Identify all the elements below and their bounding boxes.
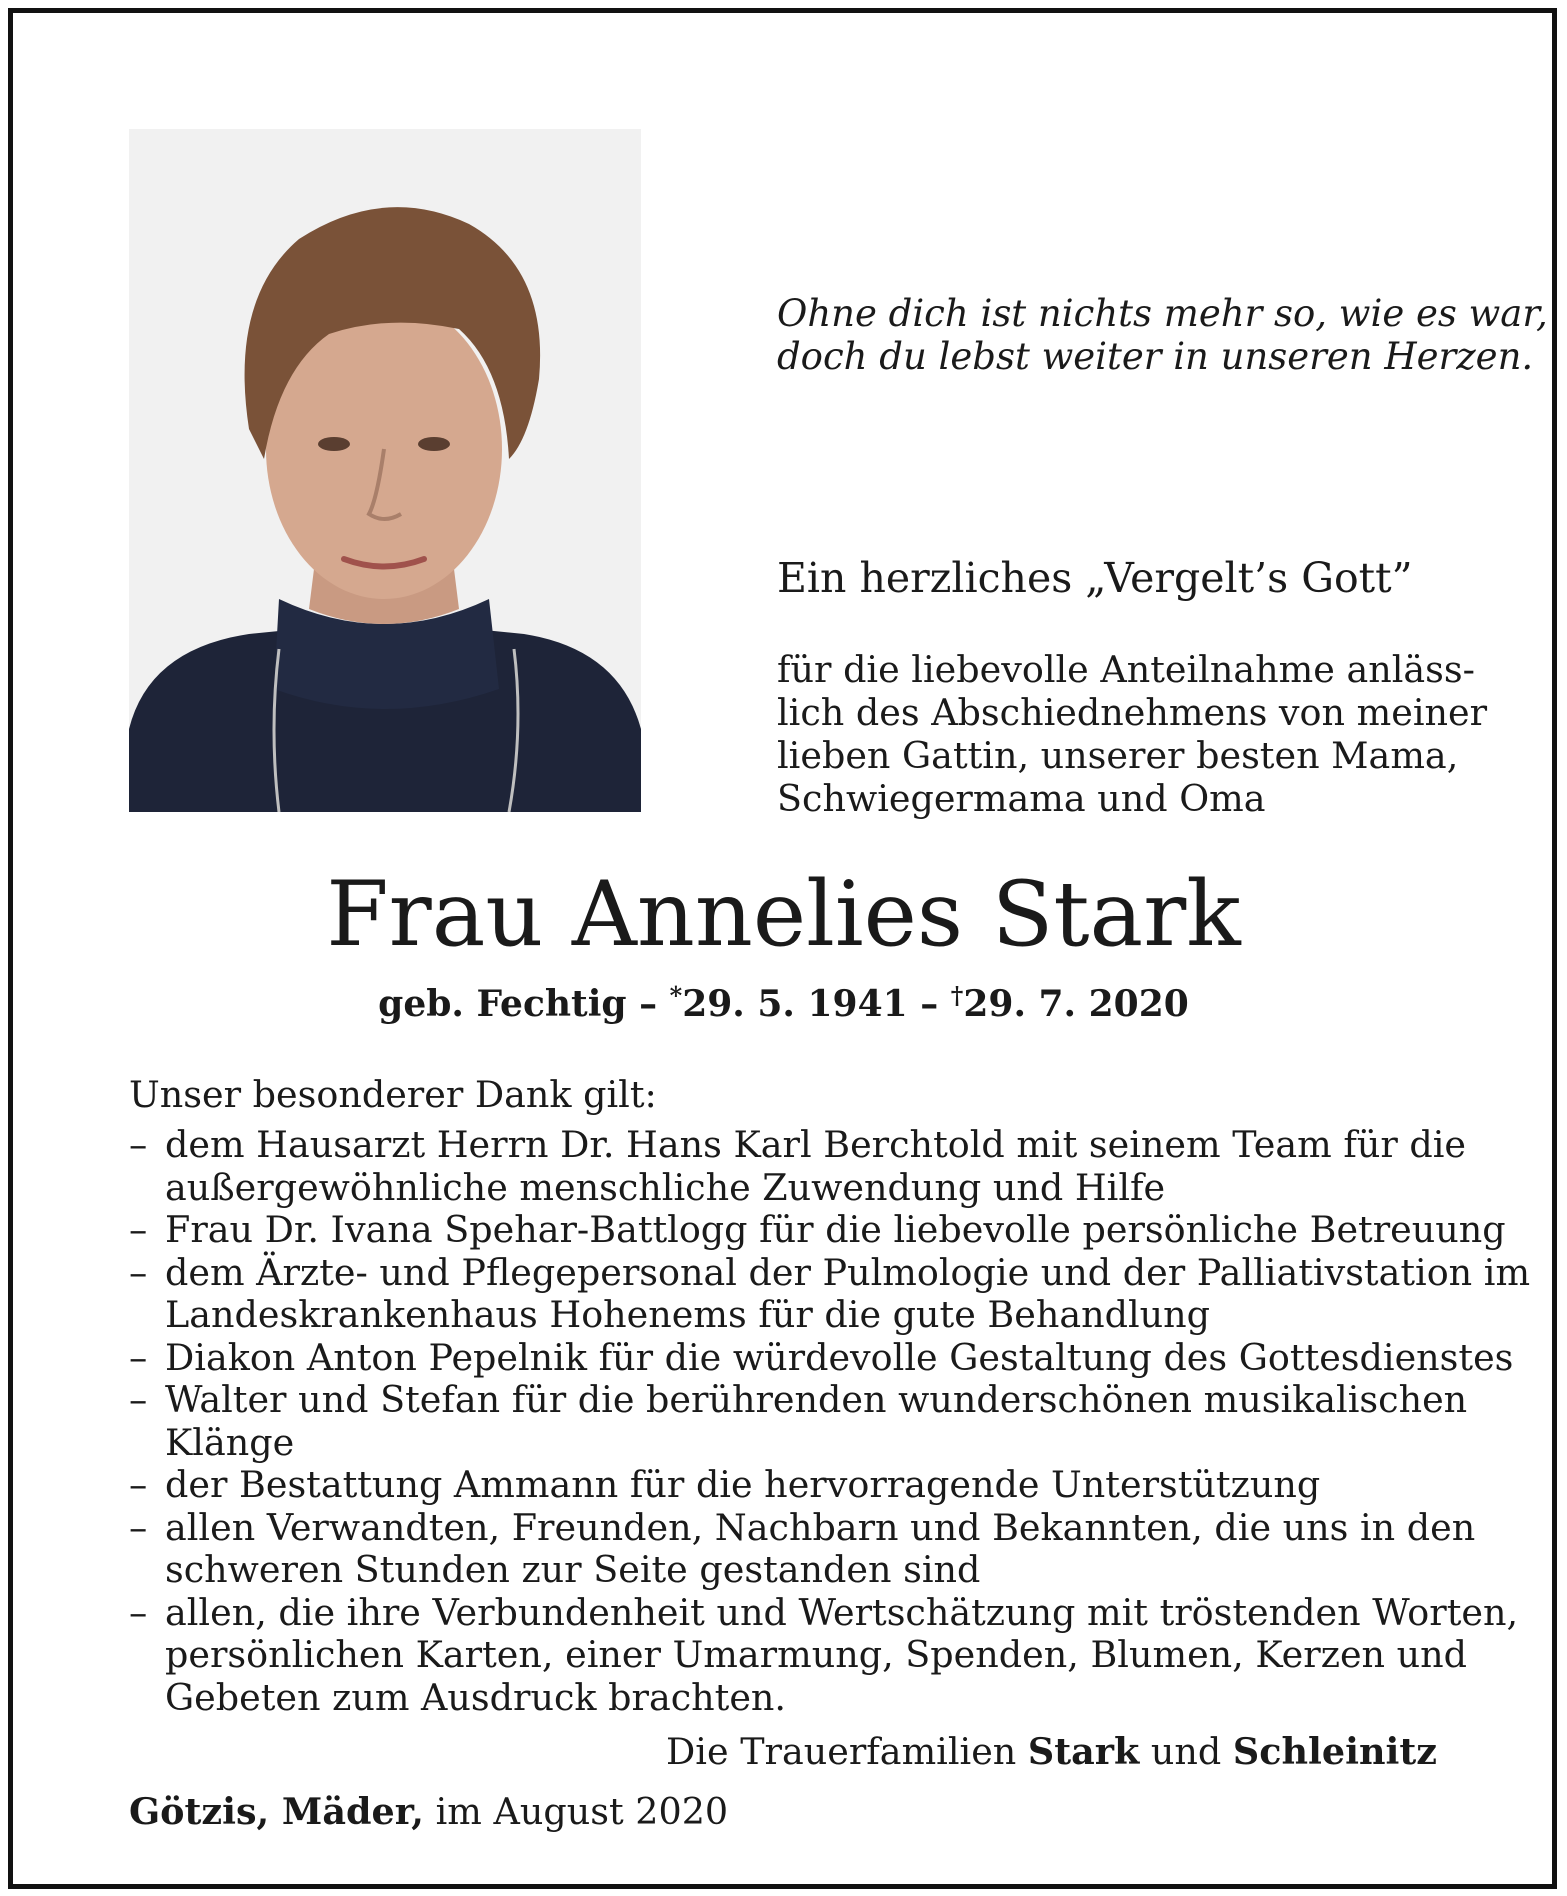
thanks-item-line: allen Verwandten, Freunden, Nachbarn und Bekannten, die uns in den (165, 1505, 1476, 1549)
thanks-item-line: Gebeten zum Ausdruck brachten. (165, 1675, 787, 1719)
thanks-item-line: Walter und Stefan für die berührenden wunderschönen musikalischen (165, 1378, 1468, 1421)
verse-line-2: doch du lebst weiter in unseren Herzen. (777, 335, 1534, 378)
place-towns: Götzis, Mäder, (129, 1790, 425, 1833)
maiden-name: geb. Fechtig (378, 983, 627, 1025)
signature-prefix: Die Trauerfamilien (666, 1730, 1017, 1773)
intro-line-1: für die liebevolle Anteilnahme anläss- (777, 648, 1475, 691)
death-symbol: † (950, 981, 964, 1010)
death-date: 29. 7. 2020 (963, 983, 1189, 1025)
thanks-item-line: Frau Dr. Ivana Spehar-Battlogg für die liebevolle persönliche Betreuung (165, 1208, 1506, 1251)
list-dash: – (129, 1505, 148, 1549)
intro-line-2: lich des Abschiednehmens von meiner (777, 691, 1488, 734)
verse-line-1: Ohne dich ist nichts mehr so, wie es war, (777, 292, 1548, 335)
list-dash: – (129, 1123, 148, 1166)
list-dash: – (129, 1250, 148, 1294)
signature-and: und (1150, 1730, 1222, 1773)
birth-date: 29. 5. 1941 (682, 983, 908, 1025)
thanks-list (129, 1123, 1531, 1719)
thanks-item-line: der Bestattung Ammann für die hervorragende Unterstützung (165, 1463, 1321, 1506)
thanks-item-line: außergewöhnliche menschliche Zuwendung und Hilfe (165, 1165, 1166, 1209)
thanks-item-line: allen, die ihre Verbundenheit und Wertschätzung mit tröstenden Worten, (165, 1590, 1519, 1634)
thanks-intro: Unser besonderer Dank gilt: (129, 1073, 657, 1116)
list-dash: – (129, 1378, 148, 1421)
thanks-item-line: dem Hausarzt Herrn Dr. Hans Karl Berchtold mit seinem Team für die (165, 1123, 1467, 1166)
family-name-1: Stark (1027, 1730, 1140, 1773)
list-dash: – (129, 1590, 148, 1634)
signature (666, 1730, 1437, 1773)
thanks-item-line: Klänge (165, 1420, 295, 1464)
thanks-item-line: Landeskrankenhaus Hohenems für die gute Behandlung (165, 1293, 1211, 1336)
life-dates (0, 981, 1567, 1025)
birth-symbol: * (669, 981, 683, 1010)
intro-line-3: lieben Gattin, unserer besten Mama, (777, 734, 1459, 777)
thanks-item (129, 1464, 1437, 1507)
thanks-item (129, 1250, 1531, 1337)
place-date-text: im August 2020 (435, 1790, 729, 1833)
thanks-item (129, 1378, 1468, 1464)
place-date (129, 1790, 728, 1833)
thanks-item-line: Diakon Anton Pepelnik für die würdevolle Gestaltung des Gottesdienstes (165, 1335, 1514, 1379)
dates-separator: – (639, 983, 658, 1025)
thanks-item (129, 1590, 1519, 1720)
list-dash: – (129, 1208, 148, 1251)
intro-line-4: Schwiegermama und Oma (777, 777, 1266, 820)
thanks-item (129, 1208, 1506, 1252)
thanks-item-line: persönlichen Karten, einer Umarmung, Spenden, Blumen, Kerzen und (165, 1633, 1468, 1676)
deceased-name: Frau Annelies Stark (326, 862, 1241, 967)
thanks-item-line: schweren Stunden zur Seite gestanden sind (165, 1548, 981, 1591)
thanks-item-line: dem Ärzte- und Pflegepersonal der Pulmologie und der Palliativstation im (165, 1250, 1531, 1294)
list-dash: – (129, 1335, 148, 1379)
portrait-photo (129, 129, 641, 812)
gratitude-heading: Ein herzliches „Vergelt’s Gott” (777, 554, 1413, 602)
memorial-verse (777, 292, 1548, 378)
thanks-item (129, 1335, 1514, 1380)
thanks-item (129, 1505, 1476, 1592)
family-name-2: Schleinitz (1232, 1730, 1437, 1773)
dates-separator: – (920, 983, 939, 1025)
gratitude-intro (777, 648, 1488, 820)
list-dash: – (129, 1463, 148, 1506)
thanks-item (129, 1123, 1467, 1209)
